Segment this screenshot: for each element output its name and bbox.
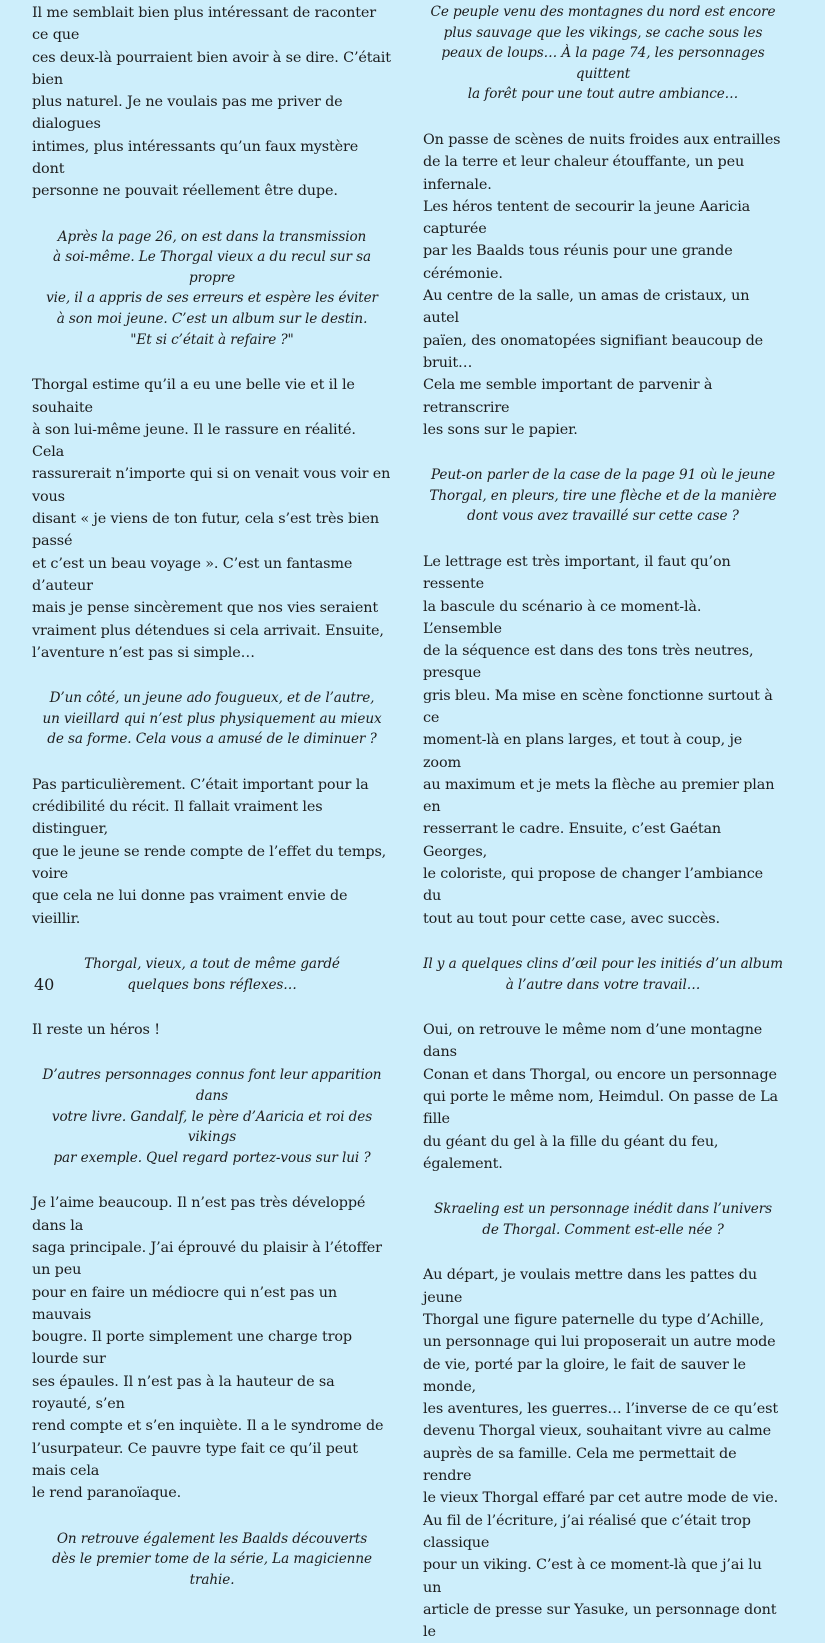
interview-question: Ce peuple venu des montagnes du nord est encore plus sauvage que les vikings, se cache sous les peaux de loups… À la page 74, les personnages quittent la forêt pour une tout autre ambiance… (430, 4, 776, 103)
interview-question: D’un côté, un jeune ado fougueux, et de l’autre, un vieillard qui n’est plus physiquement au mieux de sa forme. Cela vous a amusé de le diminuer ? (42, 690, 382, 748)
answer-paragraph: Je l’aime beaucoup. Il n’est pas très développé dans la saga principale. J’ai éprouvé du plaisir à l’étoffer un peu pour en faire un médiocre qui n’est pas un mauvais bougre. Il porte simplement une charge trop lourde sur ses épaules. Il n’est pas à la hauteur de sa royauté, s’en rend compte et s’en inquiète. Il a le syndrome de l’usurpateur. Ce pauvre type fait ce qu’il peut mais cela le rend paranoïaque. (32, 1195, 384, 1502)
answer-paragraph: Pas particulièrement. C’était important pour la crédibilité du récit. Il fallait vraiment les distinguer, que le jeune se rende compte de l’effet du temps, voire que cela ne lui donne pas vraiment envie de vieillir. (32, 776, 387, 927)
interview-question: Skraeling est un personnage inédit dans l’univers de Thorgal. Comment est-elle née ? (433, 1201, 773, 1238)
interview-question: Thorgal, vieux, a tout de même gardé quelques bons réflexes… (84, 955, 340, 993)
answer-paragraph: Il me semblait bien plus intéressant de raconter ce que ces deux-là pourraient bien avoir à se dire. C’était bien plus naturel. Je ne voulais pas me priver de dialogues intimes, plus intéressants qu’un faux mystère dont personne ne pouvait réellement être dupe. (32, 5, 391, 200)
answer-paragraph: Oui, on retrouve le même nom d’une montagne dans Conan et dans Thorgal, ou encore un personnage qui porte le même nom, Heimdul. On passe de La fille du géant du gel à la fille du géant du feu, également. (423, 1022, 778, 1172)
interview-question: Après la page 26, on est dans la transmission à soi-même. Le Thorgal vieux a du recul sur sa propre vie, il a appris de ses erreurs et espère les éviter à son moi jeune. C’est un album sur le destin. "Et si c’était à refaire ?" (46, 228, 378, 348)
answer-paragraph: Il reste un héros ! (32, 1022, 160, 1039)
page-number: 40 (34, 975, 55, 994)
interview-question: Il y a quelques clins d’œil pour les initiés d’un album à l’autre dans votre travail… (423, 955, 783, 993)
interview-question: D’autres personnages connus font leur apparition dans votre livre. Gandalf, le père d’Aaricia et roi des vikings par exemple. Quel regard portez-vous sur lui ? (42, 1067, 382, 1166)
answer-paragraph: Le lettrage est très important, il faut qu’on ressente la bascule du scénario à ce moment-là. L’ensemble de la séquence est dans des tons très neutres, presque gris bleu. Ma mise en scène fonctionne surtout à ce moment-là en plans larges, et tout à coup, je zoom au maximum et je mets la flèche au premier plan en resserrant le cadre. Ensuite, c’est Gaétan Georges, le coloriste, qui propose de changer l’ambiance du tout au tout pour cette case, avec succès. (423, 553, 775, 927)
answer-paragraph: Thorgal estime qu’il a eu une belle vie et il le souhaite à son lui-même jeune. Il le rassure en réalité. Cela rassurerait n’importe qui si on venait vous voir en vous disant « je viens de ton futur, cela s’est très bien passé et c’est un beau voyage ». C’est un fantasme d’auteur mais je pense sincèrement que nos vies seraient vraiment plus détendues si cela arrivait. Ensuite, l’aventure n’est pas si simple… (32, 377, 391, 661)
right-column (423, 2, 783, 1643)
interview-question: Peut-on parler de la case de la page 91 où le jeune Thorgal, en pleurs, tire une flèche et de la manière dont vous avez travaillé sur cette case ? (429, 467, 777, 525)
interview-question: On retrouve également les Baalds découverts dès le premier tome de la série, La magicienne trahie. (52, 1530, 372, 1588)
answer-paragraph: On passe de scènes de nuits froides aux entrailles de la terre et leur chaleur étouffante, un peu infernale. Les héros tentent de secourir la jeune Aaricia capturée par les Baalds tous réunis pour une grande cérémonie. Au centre de la salle, un amas de cristaux, un autel païen, des onomatopées signifiant beaucoup de bruit… Cela me semble important de parvenir à retranscrire les sons sur le papier. (423, 131, 781, 438)
left-column (32, 2, 392, 1590)
answer-paragraph: Au départ, je voulais mettre dans les pattes du jeune Thorgal une figure paternelle du type d’Achille, un personnage qui lui proposerait un autre mode de vie, porté par la gloire, le fait de sauver le monde, les aventures, les guerres… l’inverse de ce qu’est devenu Thorgal vieux, souhaitant vivre au calme auprès de sa famille. Cela me permettait de rendre le vieux Thorgal effaré par cet autre mode de vie. Au fil de l’écriture, j’ai réalisé que c’était trop classique pour un viking. C’est à ce moment-là que j’ai lu un article de presse sur Yasuke, un personnage dont le (423, 1267, 779, 1641)
